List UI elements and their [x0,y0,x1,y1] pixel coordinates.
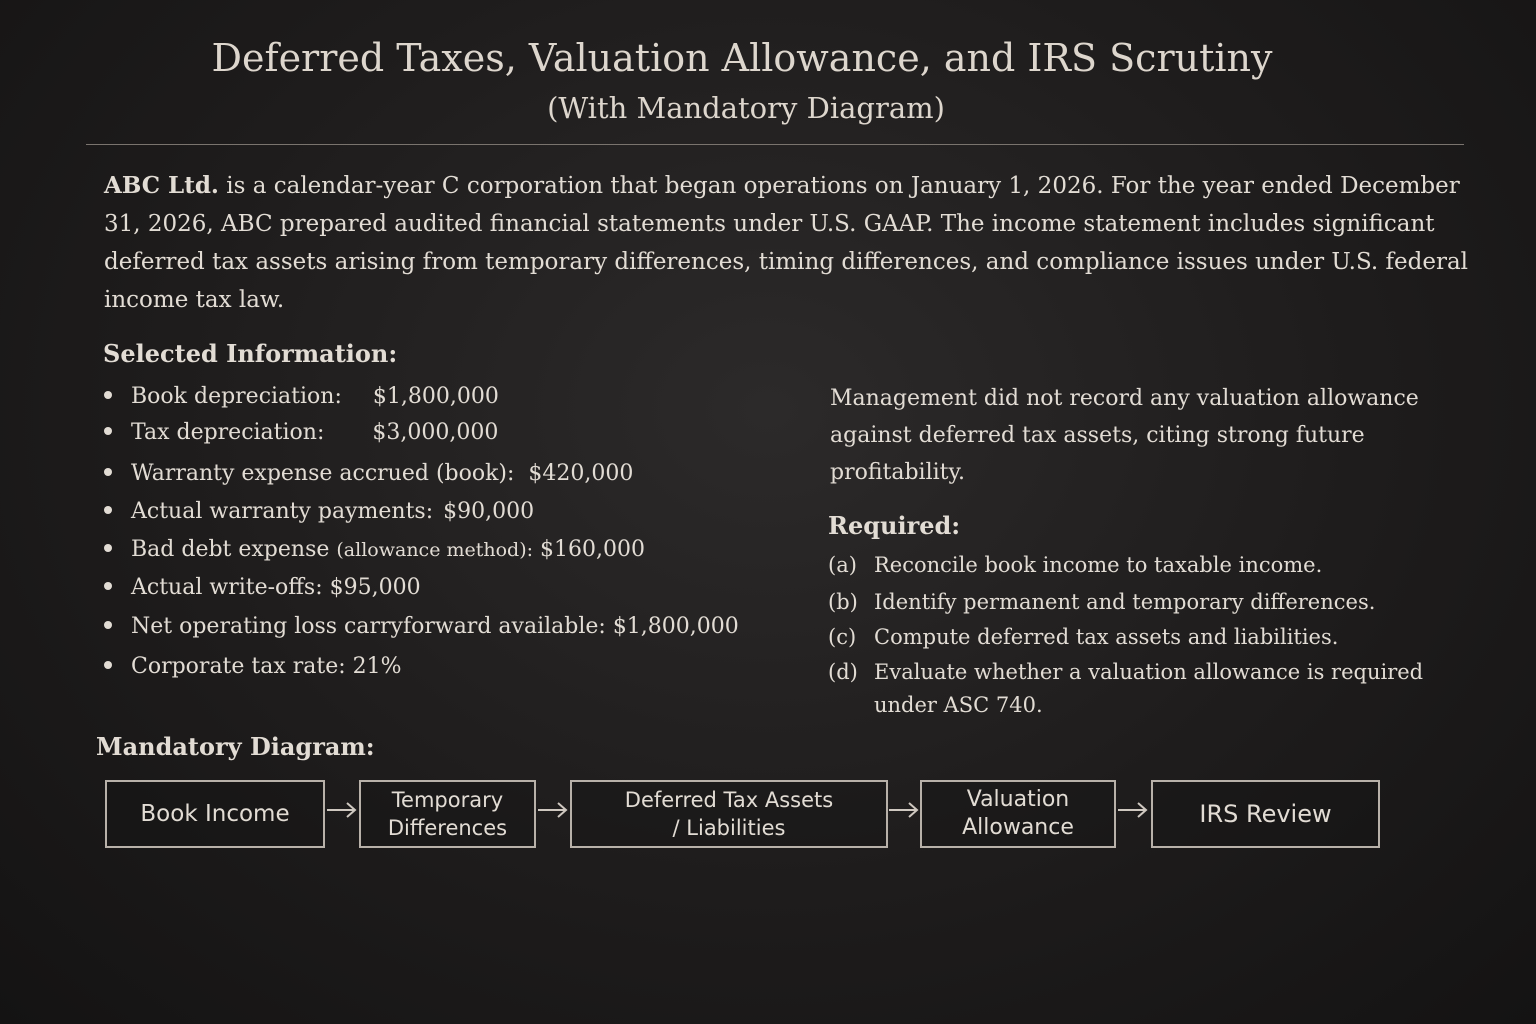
item-value: 21% [352,654,402,679]
list-item [828,549,1322,582]
item-letter: (d) [828,660,858,684]
item-text: Reconcile book income to taxable income. [874,553,1323,577]
item-letter: (c) [828,625,857,649]
bullet-icon [104,427,112,435]
bullet-icon [104,582,112,590]
node-label: Book Income [140,801,290,827]
bullet-icon [104,621,112,629]
title-divider [86,144,1464,145]
item-value: $1,800,000 [372,384,499,409]
management-note: Management did not record any valuation allowance against deferred tax assets, citing strong future profitability. [830,386,1419,485]
arrow-icon [1117,800,1149,820]
list-item [104,610,739,644]
list-item [104,380,499,414]
node-label: Valuation [966,787,1070,812]
item-label: Warranty expense accrued (book): [131,461,515,486]
node-label: Temporary [391,788,504,812]
list-item [828,621,1338,654]
list-item [104,650,402,684]
item-text: Evaluate whether a valuation allowance is required [874,660,1424,684]
item-letter: (a) [828,553,857,577]
item-note: (allowance method): [336,539,534,561]
arrow-icon [537,800,569,820]
bullet-icon [104,544,112,552]
page-subtitle: (With Mandatory Diagram) [547,91,945,125]
item-label: Book depreciation: [131,384,342,409]
selected-info-heading: Selected Information: [103,339,398,368]
bullet-icon [104,468,112,476]
required-heading: Required: [828,511,961,540]
arrow-icon [888,800,920,820]
item-value: $160,000 [540,537,646,562]
arrow-icon [326,800,358,820]
node-label: / Liabilities [672,816,786,840]
list-item [104,533,645,567]
item-value: $1,800,000 [612,614,739,639]
diagram-node-valuation-allowance [920,780,1116,848]
bullet-icon [104,506,112,514]
list-item [104,495,534,529]
item-letter: (b) [828,590,858,614]
diagram-node-temporary-differences [359,780,536,848]
list-item [828,656,1423,722]
list-item [104,571,421,605]
node-label: IRS Review [1199,800,1332,828]
item-label: Corporate tax rate: [131,654,346,679]
bullet-icon [104,661,112,669]
item-label: Net operating loss carryforward available: [131,614,606,639]
node-label: Deferred Tax Assets [624,788,834,812]
intro-text: is a calendar-year C corporation that began operations on January 1, 2026. For the year ended December 31, 2026, ABC prepared audited financial statements under U.S. GAAP. The income statement includes significant deferred tax assets arising from temporary differences, timing differences, and compliance issues under U.S. federal income tax law. [104,173,1469,313]
page-title: Deferred Taxes, Valuation Allowance, and IRS Scrutiny [211,36,1273,80]
node-label: Allowance [962,815,1074,840]
list-item [104,457,633,491]
item-label: Actual warranty payments: [131,499,434,524]
item-value: $90,000 [443,499,535,524]
item-label: Tax depreciation: [131,420,325,445]
item-text: Identify permanent and temporary differences. [874,590,1376,614]
diagram-node-book-income [105,780,325,848]
item-value: $95,000 [329,575,421,600]
diagram-node-deferred-tax [570,780,888,848]
diagram-node-irs-review [1151,780,1380,848]
bullet-icon [104,391,112,399]
item-value: $420,000 [528,461,634,486]
intro-paragraph [104,167,1474,319]
node-label: Differences [387,816,508,840]
item-label: Actual write-offs: [131,575,323,600]
diagram-heading: Mandatory Diagram: [96,732,375,761]
item-label: Bad debt expense [131,537,330,562]
list-item [104,416,498,450]
item-value: $3,000,000 [372,420,499,445]
list-item [828,586,1375,619]
item-text: Compute deferred tax assets and liabilities. [874,625,1339,649]
item-text-continued: under ASC 740. [874,693,1043,717]
company-name: ABC Ltd. [104,172,219,199]
